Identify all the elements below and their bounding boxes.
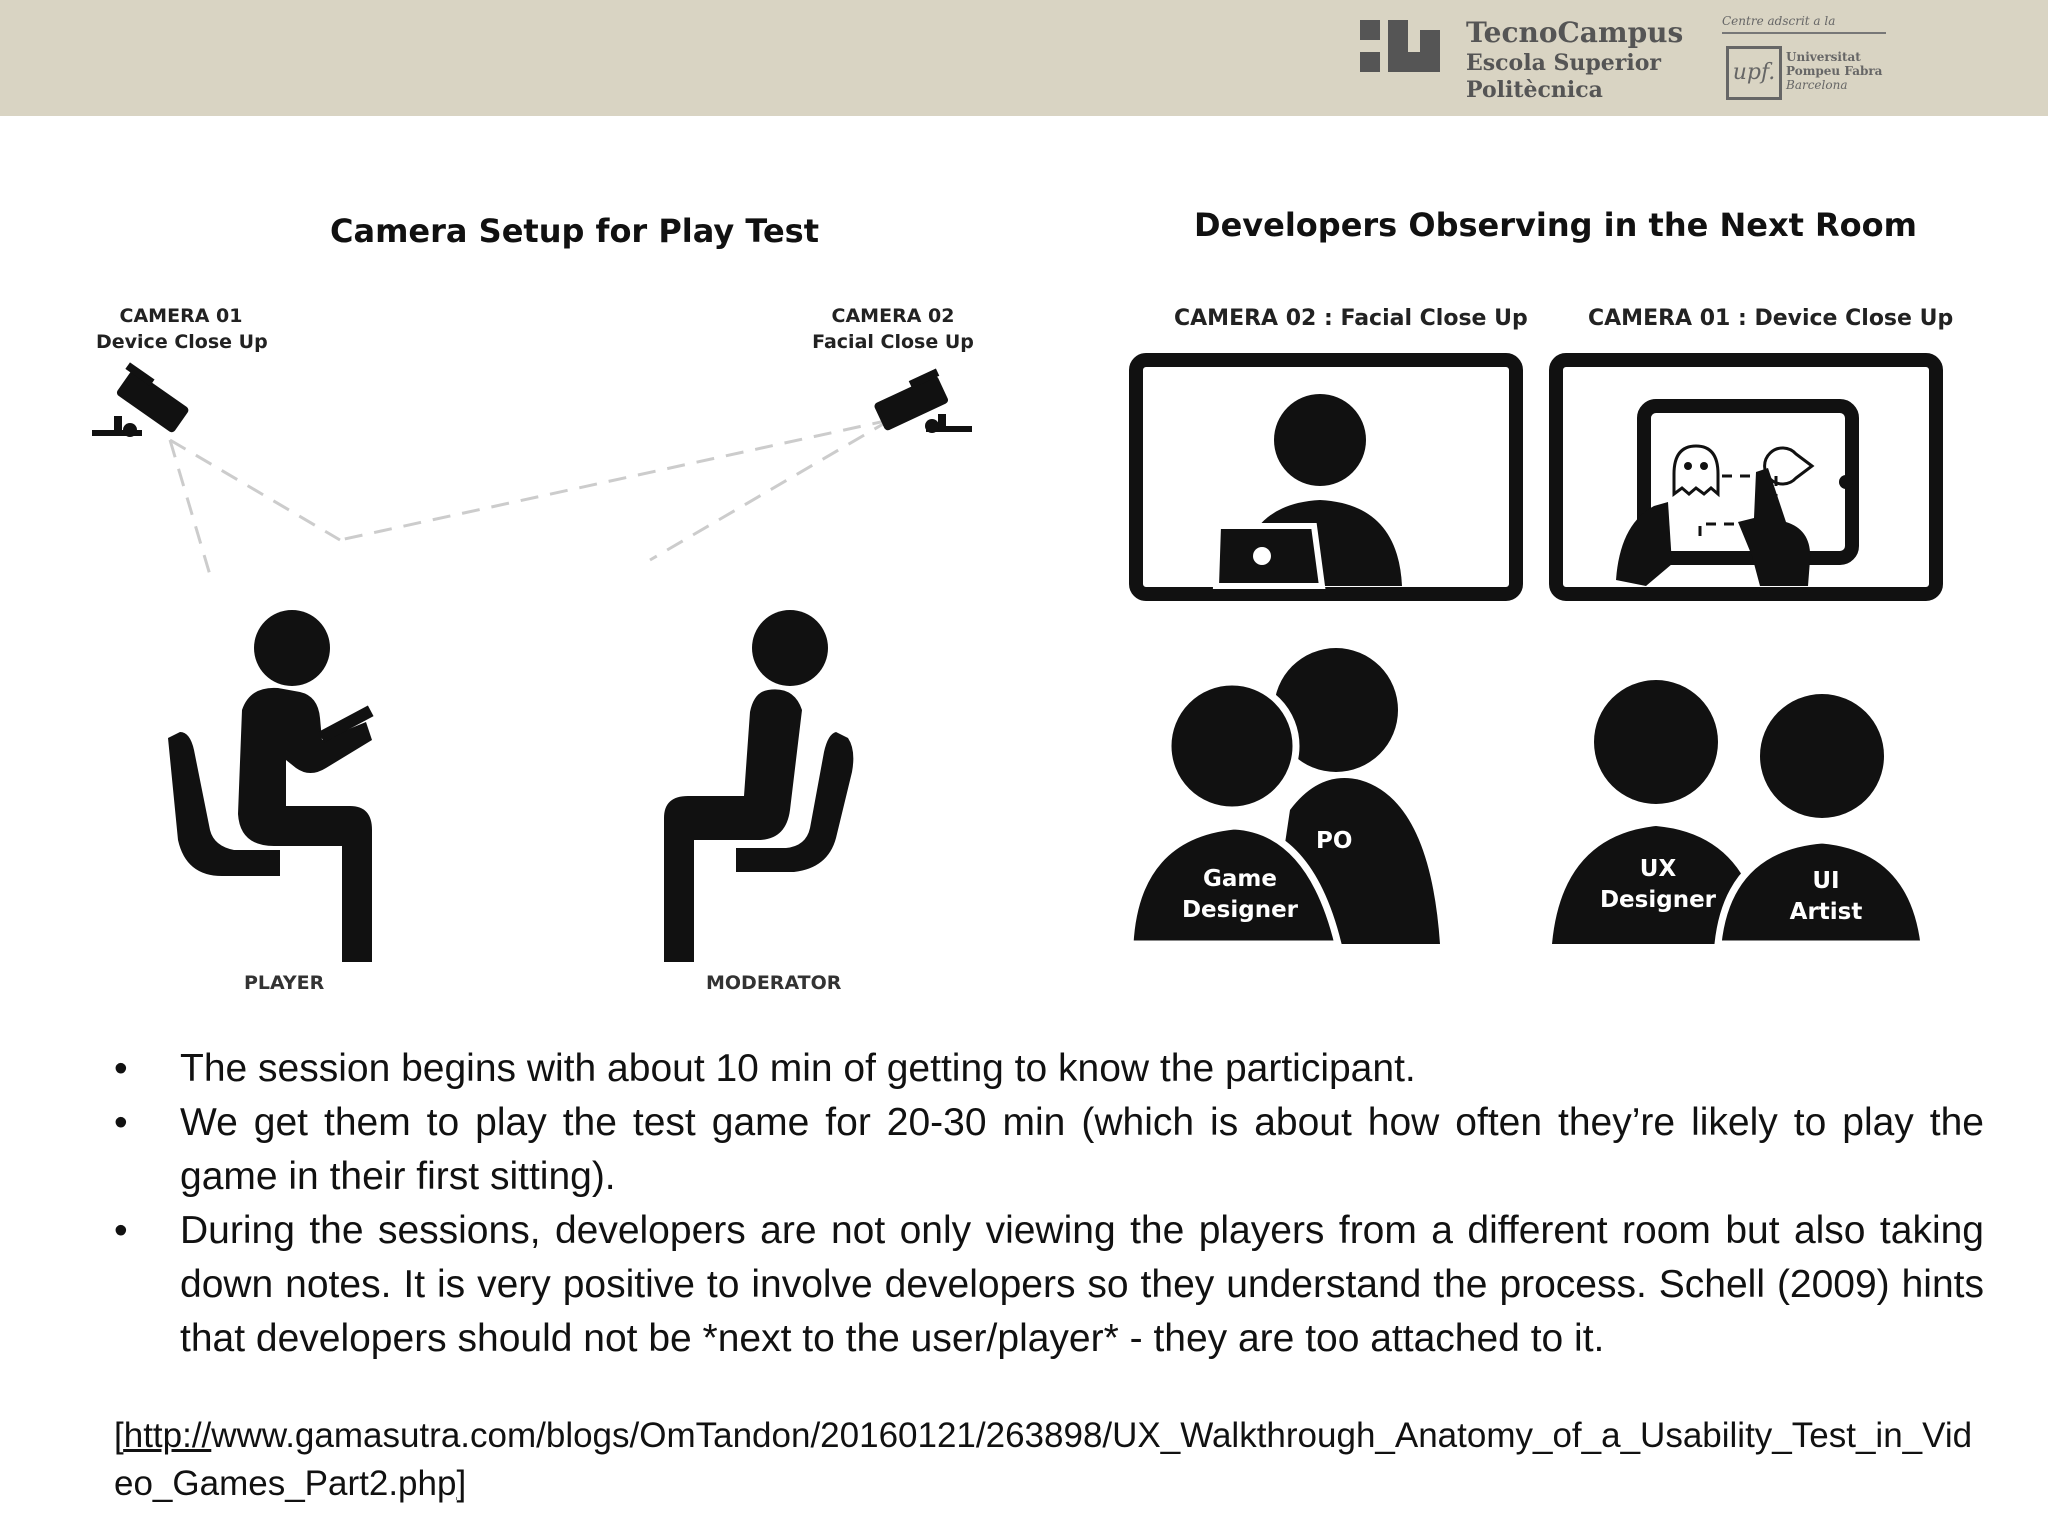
university-name (1786, 50, 1882, 92)
camera-01-purpose: Device Close Up (96, 331, 268, 353)
school-name-line: Escola Superior (1466, 50, 1661, 76)
tecnocampus-logo-icon (1360, 20, 1440, 74)
camera-02-label (808, 303, 978, 355)
university-name-line: Universitat (1786, 50, 1861, 64)
role-po-label: PO (1316, 828, 1353, 854)
security-camera-icon (872, 366, 972, 446)
camera-01-label (96, 303, 266, 355)
player-label: PLAYER (244, 972, 325, 994)
bullet-item: • We get them to play the test game for 20-30 min (which is about how often they’re likely to play the game in their first sitting). (110, 1096, 1984, 1204)
bullet-item: • The session begins with about 10 min of getting to know the participant. (110, 1042, 1984, 1096)
screen-1-label: CAMERA 02 : Facial Close Up (1174, 306, 1528, 331)
role-game-designer-label (1180, 864, 1300, 926)
university-name-line: Barcelona (1786, 78, 1848, 92)
role-ui-artist-label (1776, 866, 1876, 928)
source-bracket-close: ] (456, 1464, 467, 1503)
security-camera-icon (92, 366, 192, 446)
school-name (1466, 16, 1683, 104)
role-line: UX (1639, 856, 1677, 882)
device-closeup-monitor-icon (1550, 354, 1942, 600)
moderator-figure-icon (630, 600, 870, 980)
camera-setup-title: Camera Setup for Play Test (330, 212, 819, 250)
role-line: UI (1812, 868, 1840, 894)
moderator-label: MODERATOR (706, 972, 842, 994)
source-reference (114, 1412, 1974, 1508)
source-url: www.gamasutra.com/blogs/OmTandon/20160121/263898/UX_Walkthrough_Anatomy_of_a_Usability_Test_in_Video_Games_Part2.php (114, 1416, 1973, 1503)
bullet-item: • During the sessions, developers are not only viewing the players from a different room but also taking down notes. It is very positive to involve developers so they understand the process. Schell (2009) hints that developers should not be *next to the user/player* - they are too attached to it. (110, 1204, 1984, 1366)
role-line: Designer (1599, 887, 1717, 913)
camera-02-purpose: Facial Close Up (812, 331, 974, 353)
developers-observing-title: Developers Observing in the Next Room (1194, 206, 1917, 244)
player-figure-icon (150, 600, 410, 980)
school-name-line: Politècnica (1466, 77, 1603, 103)
university-name-line: Pompeu Fabra (1786, 64, 1883, 78)
camera-02-name: CAMERA 02 (831, 305, 955, 327)
school-name-line: TecnoCampus (1466, 16, 1684, 49)
role-ux-designer-label (1598, 854, 1718, 916)
role-line: Artist (1789, 899, 1863, 925)
affiliation-note: Centre adscrit a la (1722, 14, 1886, 34)
bullet-list (110, 1042, 1984, 1366)
screen-2-label: CAMERA 01 : Device Close Up (1588, 306, 1954, 331)
role-line: Game (1203, 866, 1277, 892)
role-line: Designer (1181, 897, 1299, 923)
camera-01-name: CAMERA 01 (119, 305, 243, 327)
upf-logo: upf. (1726, 46, 1782, 100)
source-bracket-open: [ (114, 1416, 124, 1455)
source-protocol: http:// (123, 1416, 212, 1455)
facial-closeup-monitor-icon (1130, 354, 1522, 600)
